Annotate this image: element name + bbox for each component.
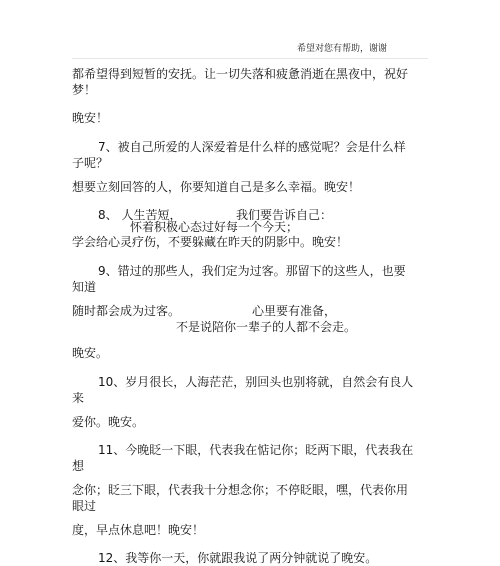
header-divider	[72, 58, 428, 59]
paragraph-8-line: 8、 人生苦短，	[98, 208, 182, 222]
paragraph-9-line: 心里要有准备，	[252, 304, 337, 318]
paragraph-9-line: 不是说陪你一辈子的人都不会走。	[176, 320, 357, 334]
paragraph-11-line: 眼过	[72, 499, 97, 513]
paragraph-10-line: 来	[72, 391, 85, 405]
paragraph-8-line: 怀着积极心态过好每一个今天；	[130, 220, 299, 234]
text-line: 都希望得到短暂的安抚。让一切失落和疲惫消逝在黑夜中，祝好	[72, 67, 409, 81]
text-line: 晚安。	[72, 346, 109, 360]
header-note: 希望对您有帮助，谢谢	[297, 44, 388, 54]
paragraph-7-line: 7、被自己所爱的人深爱着是什么样的感觉呢？会是什么样	[98, 140, 406, 154]
paragraph-11-line: 想	[72, 459, 85, 473]
paragraph-12-line: 12、我等你一天，你就跟我说了两分钟就说了晚安。	[98, 551, 378, 565]
paragraph-11-line: 度，早点休息吧！晚安！	[72, 523, 205, 537]
paragraph-11-line: 念你；眨三下眼，代表我十分想念你；不停眨眼，嘿，代表你用	[72, 483, 409, 497]
paragraph-10-line: 10、岁月很长，人海茫茫，别回头也别将就，自然会有良人	[98, 375, 414, 389]
text-line: 想要立刻回答的人，你要知道自己是多么幸福。晚安！	[72, 180, 361, 194]
paragraph-11-line: 11、今晚眨一下眼，代表我在惦记你；眨两下眼，代表我在	[98, 443, 414, 457]
paragraph-9-line: 9、错过的那些人，我们定为过客。那留下的这些人，也要	[98, 264, 406, 278]
paragraph-9-line: 随时都会成为过客。	[72, 304, 181, 318]
paragraph-10-line: 爱你。晚安。	[72, 415, 145, 429]
paragraph-8-line: 我们要告诉自己：	[236, 208, 333, 222]
text-line: 梦！	[72, 83, 97, 97]
paragraph-8-line: 学会给心灵疗伤，不要躲藏在昨天的阴影中。晚安！	[72, 235, 349, 249]
paragraph-9-line: 知道	[72, 280, 97, 294]
text-line: 晚安！	[72, 111, 109, 125]
paragraph-7-line: 子呢？	[72, 156, 109, 170]
